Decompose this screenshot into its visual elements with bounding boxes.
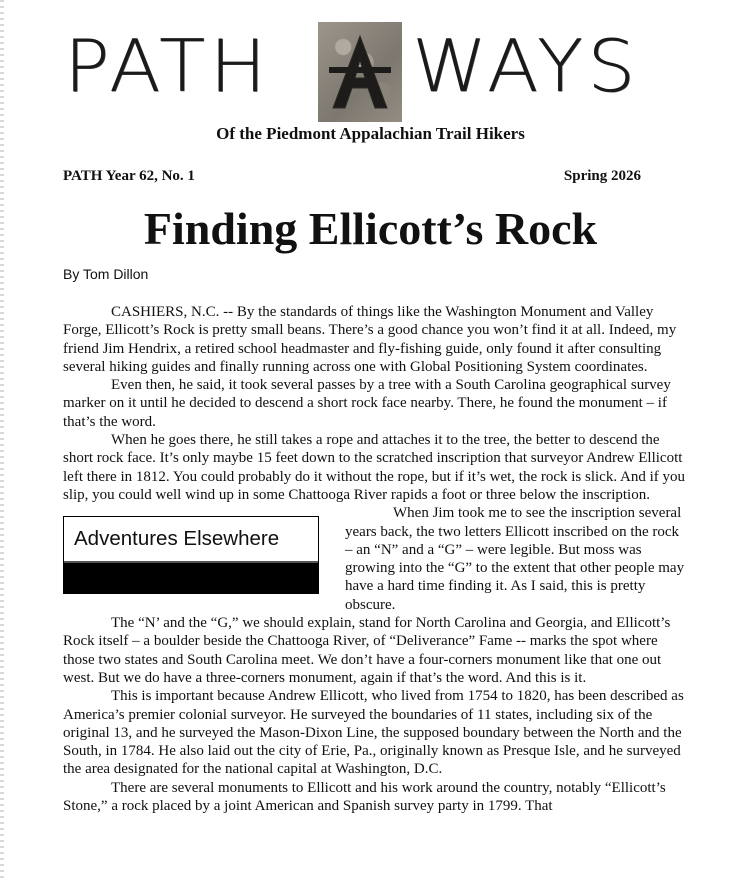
masthead-subtitle: Of the Piedmont Appalachian Trail Hikers [216, 124, 525, 143]
adventures-elsewhere-bar [64, 563, 318, 593]
article-body [63, 303, 689, 815]
trail-logo-image [318, 22, 402, 122]
trail-a-logo-icon [325, 30, 395, 114]
masthead-right-word: WAYS [412, 24, 640, 108]
article-paragraph-7: There are several monuments to Ellicott and his work around the country, notably “Ellicott’s Stone,” a rock placed by a joint American and Spanish survey party in 1799. That [63, 779, 666, 815]
issue-line [63, 168, 641, 185]
adventures-elsewhere-box [63, 516, 319, 594]
adventures-elsewhere-label: Adventures Elsewhere [64, 517, 318, 563]
article-byline: By Tom Dillon [63, 266, 149, 282]
article-paragraph-4: When Jim took me to see the inscription several years back, the two letters Ellicott inscribed on the rock – an “N” and a “G” – were legible. But moss was growing into the “G” to the extent that other people may have a hard time finding it. As I said, this is pretty obscure. [345, 505, 685, 613]
article-paragraph-5: The “N’ and the “G,” we should explain, stand for North Carolina and Georgia, and Ellicott’s Rock itself – a boulder beside the Chattooga River, of “Deliverance” Fame -- marks the spot where those two states and South Carolina meet. We don’t have a four-corners monument like that one out west. But we do have a three-corners monument, again if that’s the word. And this is it. [63, 615, 671, 686]
article-paragraph-1: CASHIERS, N.C. -- By the standards of things like the Washington Monument and Valley Forge, Ellicott’s Rock is pretty small beans. There’s a good chance you won’t find it at all. Indeed, my friend Jim Hendrix, a retired school headmaster and fly-fishing guide, only found it after consulting several hiking guides and finally running across one with Global Positioning System coordinates. [63, 304, 677, 375]
article-headline: Finding Ellicott’s Rock [143, 203, 598, 254]
article-paragraph-6: This is important because Andrew Ellicott, who lived from 1754 to 1820, has been described as America’s premier colonial surveyor. He surveyed the boundaries of 11 states, including six of the original 13, and he surveyed the Mason-Dixon Line, the supposed boundary between the North and the South, in 1784. He also laid out the city of Erie, Pa., originally known as Presque Isle, and he surveyed the area designated for the national capital at Washington, D.C. [63, 688, 684, 778]
article-paragraph-3: When he goes there, he still takes a rope and attaches it to the tree, the better to descend the short rock face. It’s only maybe 15 feet down to the scratched inscription that surveyor Andrew Ellicott left there in 1812. You could probably do it without the rope, but if it’s wet, the rock is slick. And if you slip, you could well wind up in some Chattooga River rapids a foot or three below the inscription. [63, 432, 686, 503]
masthead [62, 22, 682, 122]
issue-volume: PATH Year 62, No. 1 [63, 168, 195, 184]
issue-season: Spring 2026 [563, 168, 641, 184]
article-paragraph-2: Even then, he said, it took several passes by a tree with a South Carolina geographical survey marker on it until he decided to descend a short rock face nearby. There, he found the monument – if that’s the word. [63, 377, 671, 430]
masthead-left-word: PATH [64, 24, 271, 108]
